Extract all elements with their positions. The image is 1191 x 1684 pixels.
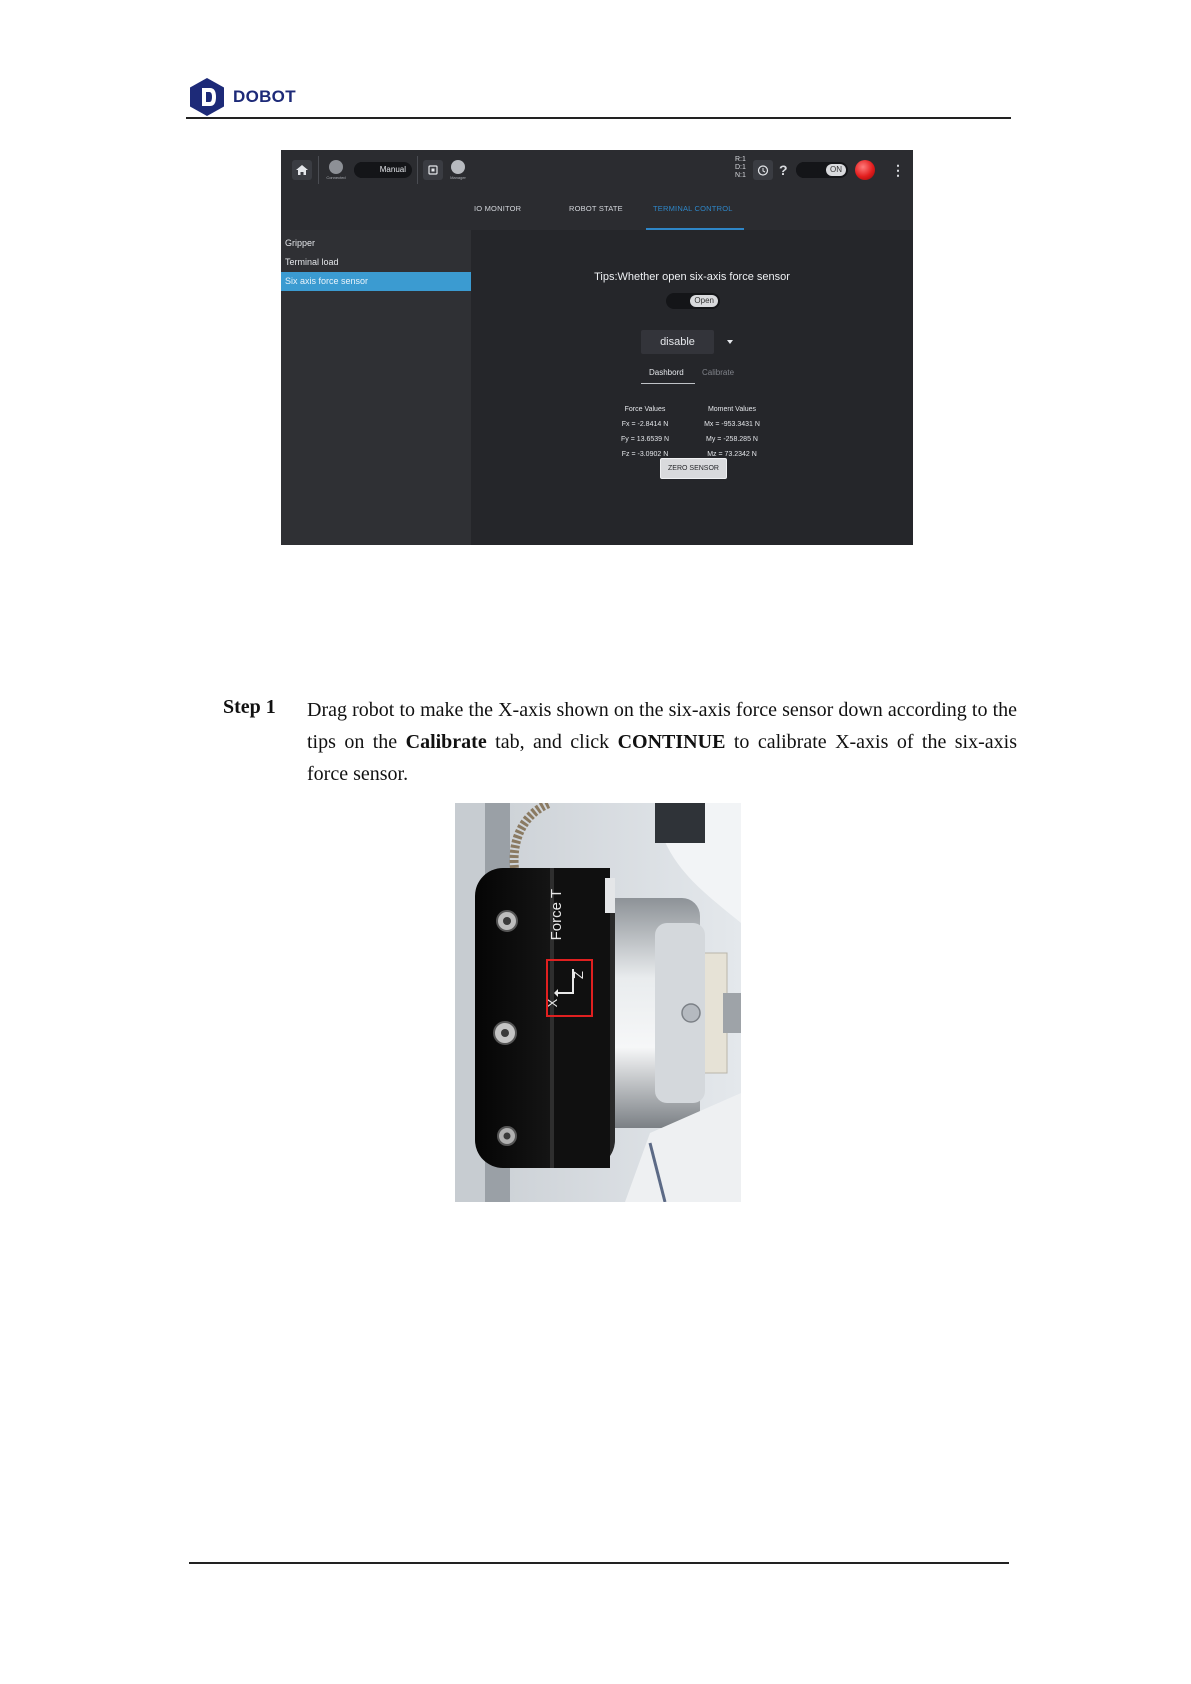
jog-button[interactable]	[423, 160, 443, 180]
force-sensor-photo	[455, 803, 741, 1202]
help-button[interactable]: ?	[779, 162, 788, 178]
toolbar-divider	[318, 156, 319, 184]
force-values-header: Force Values	[624, 406, 666, 413]
mode-toggle[interactable]	[354, 162, 412, 178]
tab-io-monitor[interactable]: IO MONITOR	[474, 204, 522, 213]
tips-text: Tips:Whether open six-axis force sensor	[594, 271, 790, 283]
force-value-fy: Fy = 13.6539 N	[620, 436, 670, 443]
subtab-calibrate[interactable]: Calibrate	[702, 368, 735, 377]
tab-robot-state[interactable]: ROBOT STATE	[569, 204, 623, 213]
chevron-down-icon[interactable]	[727, 340, 733, 344]
alarm-button[interactable]	[753, 160, 773, 180]
svg-text:Force T	[548, 889, 565, 940]
more-vertical-icon[interactable]: ⋮	[891, 162, 905, 178]
rdn-r: R:1	[735, 156, 746, 163]
force-value-fz: Fz = -3.0902 N	[621, 451, 669, 458]
calibrate-tab-ref: Calibrate	[405, 731, 487, 753]
user-button[interactable]	[446, 160, 470, 180]
subtab-dashboard[interactable]: Dashbord	[649, 368, 684, 377]
mode-label: Manual	[379, 165, 406, 174]
svg-text:X	[545, 998, 560, 1007]
tab-terminal-control[interactable]: TERMINAL CONTROL	[653, 204, 733, 213]
sensor-open-toggle[interactable]	[666, 293, 720, 309]
user-icon	[451, 160, 465, 174]
sensor-open-label: Open	[690, 295, 718, 307]
connect-label: Connected	[326, 175, 346, 180]
app-tabbar	[281, 190, 913, 230]
step-instruction	[307, 694, 1017, 790]
zero-sensor-button[interactable]: ZERO SENSOR	[660, 458, 727, 479]
brand-name: DOBOT	[233, 87, 296, 106]
step-label: Step 1	[223, 696, 276, 718]
subtab-active-indicator	[641, 383, 695, 384]
rdn-d: D:1	[735, 164, 746, 171]
app-screenshot	[281, 150, 913, 545]
step-text-part: Drag robot to make the X-axis shown on the six-axis force sensor down according to the tips on the	[307, 699, 1017, 753]
sidebar-item-gripper[interactable]: Gripper	[285, 238, 316, 248]
moment-values-column	[687, 402, 777, 462]
moment-value-mx: Mx = -953.3431 N	[704, 421, 760, 428]
connect-icon	[329, 160, 343, 174]
power-label: ON	[826, 164, 846, 176]
force-value-fx: Fx = -2.8414 N	[621, 421, 669, 428]
app-topbar	[281, 150, 913, 190]
header-rule	[186, 117, 1011, 119]
mode-toggle-knob	[354, 162, 376, 178]
moment-values-header: Moment Values	[707, 406, 757, 413]
power-toggle-knob	[796, 162, 818, 178]
connect-button[interactable]	[324, 160, 348, 180]
moment-value-my: My = -258.285 N	[706, 436, 758, 443]
toolbar-divider	[417, 156, 418, 184]
emergency-stop-icon[interactable]	[855, 160, 875, 180]
svg-text:Z	[571, 971, 586, 979]
app-sidebar	[281, 230, 471, 545]
dobot-brand	[188, 76, 296, 118]
home-icon	[295, 163, 309, 177]
rdn-readout	[735, 156, 746, 180]
alarm-icon	[756, 163, 770, 177]
home-button[interactable]	[292, 160, 312, 180]
power-toggle[interactable]	[796, 162, 848, 178]
dobot-hex-logo-icon	[188, 77, 226, 117]
force-values-column	[600, 402, 690, 462]
sensor-mode-select[interactable]: disable	[641, 330, 714, 354]
rdn-n: N:1	[735, 172, 746, 179]
sidebar-item-terminal-load[interactable]: Terminal load	[285, 257, 339, 267]
moment-value-mz: Mz = 73.2342 N	[707, 451, 757, 458]
sidebar-item-six-axis-force-sensor[interactable]: Six axis force sensor	[281, 272, 471, 291]
axis-x-label: X	[545, 998, 560, 1008]
continue-button-ref: CONTINUE	[617, 731, 726, 753]
step-text-part: tab, and click	[486, 731, 618, 753]
sensor-label-text: Force T	[548, 889, 565, 941]
axis-z-label: Z	[571, 971, 586, 979]
force-sensor-illustration	[455, 803, 741, 1202]
step-text-part: to calibrate X-axis of the six-axis force sensor.	[307, 731, 1017, 785]
robot-arm-icon	[426, 163, 440, 177]
user-label: Manager	[450, 175, 466, 180]
force-sensor-panel	[471, 230, 913, 545]
footer-rule	[189, 1562, 1009, 1564]
